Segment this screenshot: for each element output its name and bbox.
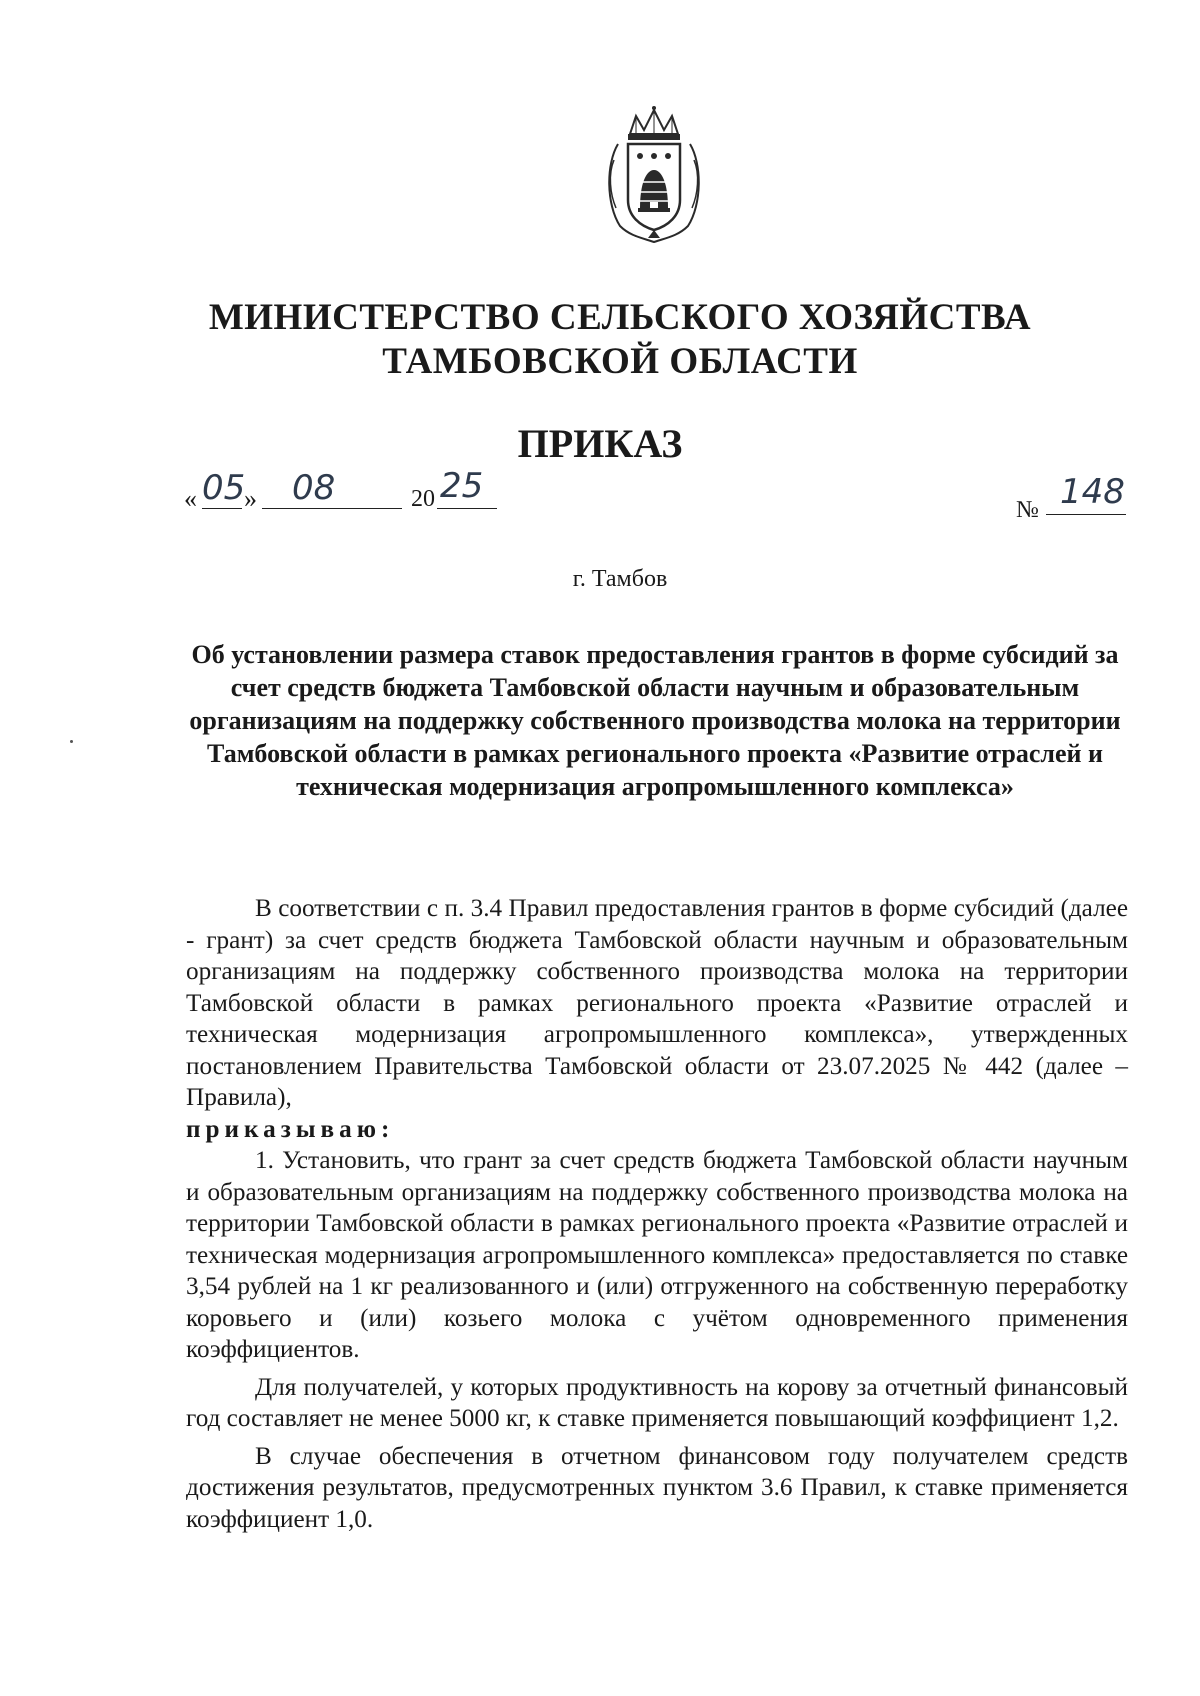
item-1-paragraph: 1. Установить, что грант за счет средств бюджета Тамбовской области научным и образовательным организациям на поддержку собственного производства молока на территории Тамбовской области в рамках регионального проекта «Развитие отраслей и техническая модернизация агропромышленного комплекса» предоставляется по ставке 3,54 рублей на 1 кг реализованного и (или) отгруженного на собственную переработку коровьего и (или) козьего молока с учётом одновременного применения коэффициентов. <box>186 1147 1128 1363</box>
order-word: приказываю: <box>186 1115 395 1143</box>
order-body <box>186 893 1128 1535</box>
date-day-handwritten: 05 <box>202 468 246 508</box>
date-year-handwritten: 25 <box>440 466 484 506</box>
date-day-underline <box>202 508 242 509</box>
date-month-underline <box>262 508 402 509</box>
date-open-quote: « <box>184 484 197 513</box>
coefficient-paragraph-1: Для получателей, у которых продуктивность на корову за отчетный финансовый год составляет не менее 5000 кг, к ставке применяется повышающий коэффициент 1,2. <box>186 1373 1128 1432</box>
ministry-name <box>180 296 1060 384</box>
issue-city: г. Тамбов <box>572 566 668 592</box>
date-month-handwritten: 08 <box>292 468 336 508</box>
order-number-handwritten: 148 <box>1060 472 1125 512</box>
order-number-sign: № <box>1016 497 1039 523</box>
date-year-prefix: 20 <box>411 486 435 512</box>
order-number-underline <box>1046 514 1126 515</box>
ministry-line-2: ТАМБОВСКОЙ ОБЛАСТИ <box>382 341 858 382</box>
preamble-text: В соответствии с п. 3.4 Правил предоставления грантов в форме субсидий (далее - грант) за счет средств бюджета Тамбовской области научным и образовательным организациям на поддержку собственного производства молока на территории Тамбовской области в рамках регионального проекта «Развитие отраслей и техническая модернизация агропромышленного комплекса», утвержденных постановлением Правительства Тамбовской области от 23.07.2025 № 442 (далее – Правила), <box>186 895 1128 1111</box>
coefficient-paragraph-2: В случае обеспечения в отчетном финансовом году получателем средств достижения результатов, предусмотренных пунктом 3.6 Правил, к ставке применяется коэффициент 1,0. <box>186 1442 1128 1533</box>
order-word-line <box>186 1114 1128 1146</box>
coat-of-arms-icon <box>600 104 708 246</box>
order-subject: Об установлении размера ставок предоставления грантов в форме субсидий за счет средств бюджета Тамбовской области научным и образовательным организациям на поддержку собственного производства молока на территории Тамбовской области в рамках регионального проекта «Развитие отраслей и техническая модернизация агропромышленного комплекса» <box>189 640 1121 801</box>
ministry-line-1: МИНИСТЕРСТВО СЕЛЬСКОГО ХОЗЯЙСТВА <box>208 297 1032 338</box>
document-type-title: ПРИКАЗ <box>517 421 683 466</box>
scan-speck <box>70 740 73 743</box>
date-year-underline <box>437 508 497 509</box>
preamble-paragraph <box>186 893 1128 1114</box>
date-close-quote: » <box>244 484 257 513</box>
